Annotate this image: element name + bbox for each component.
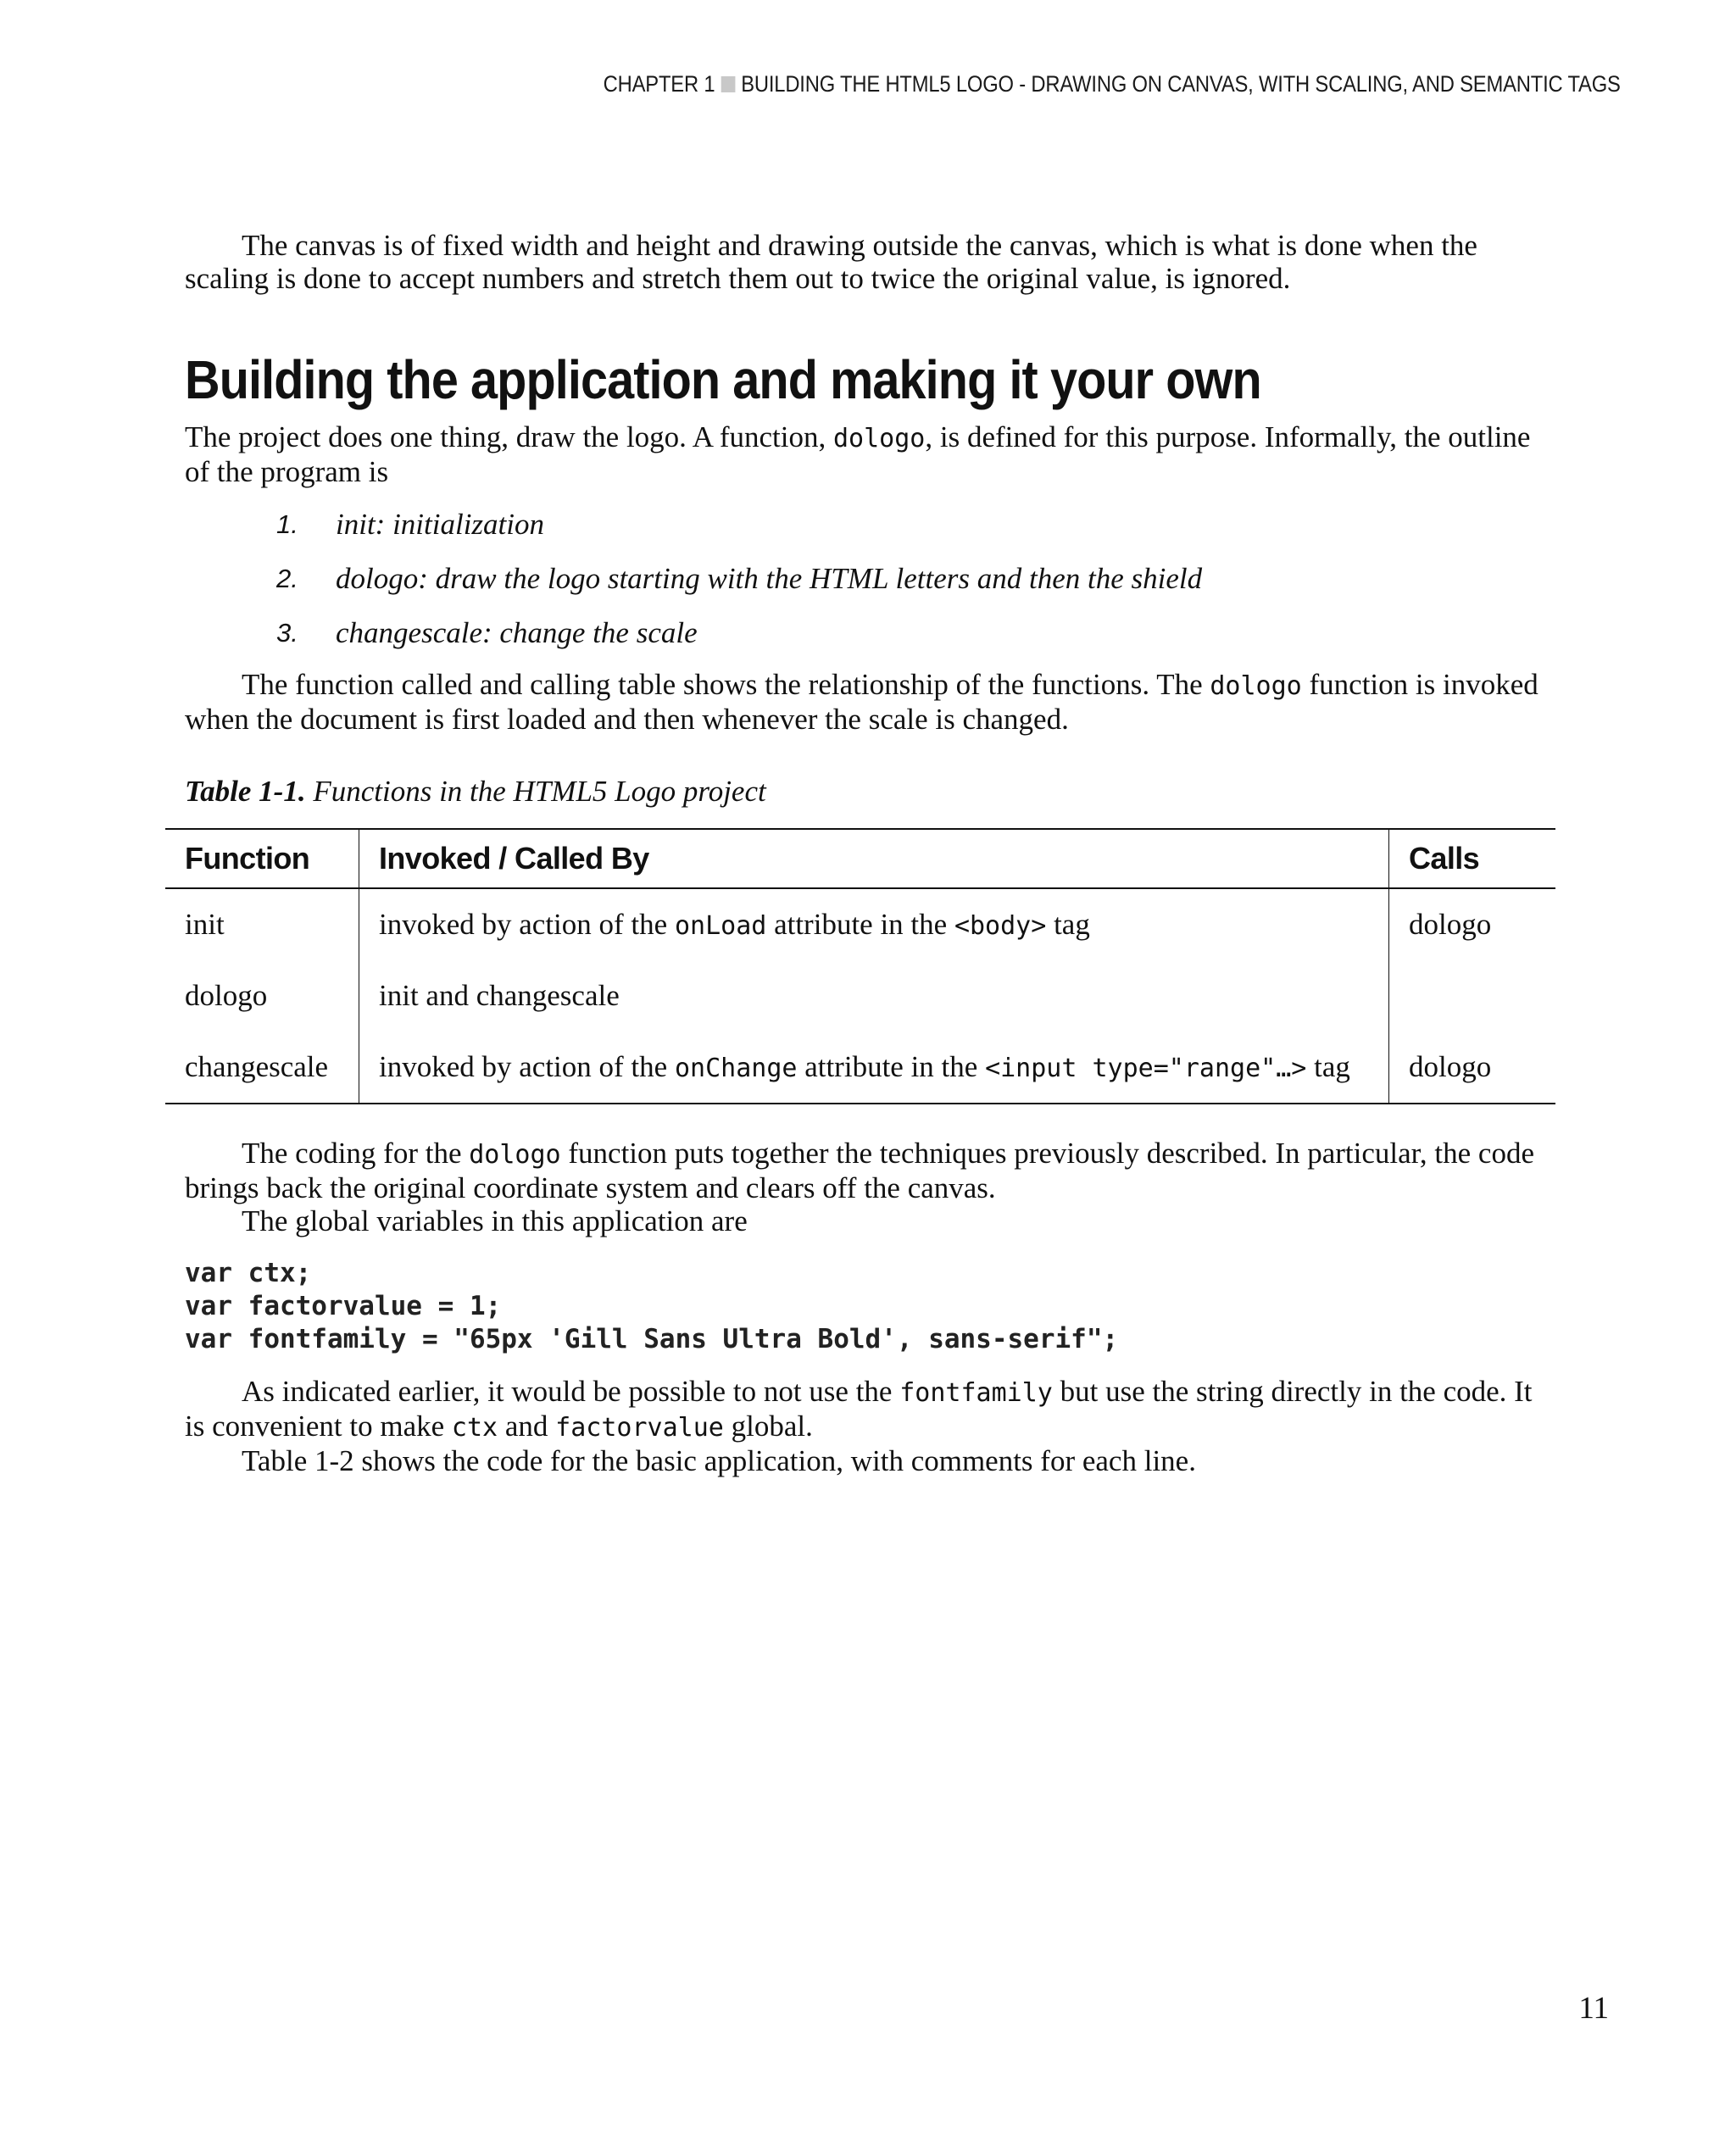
- inline-code: factorvalue: [555, 1413, 724, 1443]
- invoked-cell: [359, 960, 1389, 1032]
- list-number: 1.: [276, 509, 298, 539]
- code-block: [185, 1257, 1555, 1356]
- earlier-paragraph: [185, 1375, 1555, 1444]
- text-run: , is defined for this purpose. Informally, the outline of the program is: [185, 420, 1531, 488]
- table-caption-label: Table 1-1.: [185, 775, 306, 808]
- inline-code: dologo: [469, 1140, 561, 1170]
- list-item: [185, 508, 1555, 541]
- outline-list: [185, 508, 1555, 649]
- column-header-calls: Calls: [1389, 829, 1556, 888]
- code-line: var factorvalue = 1;: [185, 1291, 502, 1321]
- function-cell: dologo: [165, 960, 359, 1032]
- calls-cell: dologo: [1409, 1050, 1492, 1083]
- header-separator-square: [721, 76, 736, 92]
- code-line: var ctx;: [185, 1258, 312, 1288]
- section-heading: Building the application and making it your own: [185, 349, 1261, 410]
- page-number: 11: [1578, 1991, 1609, 2026]
- column-header-function: Function: [165, 829, 359, 888]
- list-number: 3.: [276, 618, 298, 648]
- page-content: [185, 229, 1555, 1477]
- table2-paragraph: Table 1-2 shows the code for the basic application, with comments for each line.: [242, 1444, 1196, 1477]
- code-line: var fontfamily = "65px 'Gill Sans Ultra Bold', sans-serif";: [185, 1324, 1119, 1354]
- text-run: The project does one thing, draw the logo. A function,: [185, 420, 833, 453]
- text-run: attribute in the: [797, 1050, 986, 1083]
- table-header-row: [165, 829, 1555, 888]
- globals-intro: The global variables in this application are: [242, 1204, 748, 1237]
- text-run: invoked by action of the: [379, 908, 675, 941]
- invoked-cell: [359, 1032, 1389, 1104]
- list-text: init: initialization: [336, 508, 544, 541]
- chapter-label: CHAPTER 1: [603, 71, 715, 97]
- calls-cell: dologo: [1409, 908, 1492, 941]
- inline-code: dologo: [832, 424, 926, 453]
- text-run: tag: [1306, 1050, 1350, 1083]
- inline-code: onChange: [674, 1054, 798, 1083]
- text-run: invoked by action of the: [379, 1050, 675, 1083]
- text-run: The coding for the: [242, 1137, 470, 1170]
- functions-table: [165, 828, 1555, 1104]
- text-run: init and changescale: [379, 979, 620, 1012]
- text-run: and: [498, 1410, 556, 1443]
- table-row: [165, 888, 1555, 960]
- text-run: attribute in the: [766, 908, 954, 941]
- inline-code: <input type="range"…>: [985, 1054, 1307, 1083]
- inline-code: <body>: [954, 911, 1047, 941]
- relationship-paragraph: [185, 668, 1555, 736]
- function-cell: changescale: [165, 1032, 359, 1104]
- text-run: function is invoked when the document is first loaded and then whenever the scale is changed.: [185, 668, 1538, 736]
- list-text: dologo: draw the logo starting with the HTML letters and then the shield: [336, 562, 1203, 595]
- table-row: [165, 1032, 1555, 1104]
- invoked-cell: [359, 888, 1389, 960]
- text-run: The function called and calling table shows the relationship of the functions. The: [242, 668, 1210, 701]
- text-run: tag: [1046, 908, 1090, 941]
- inline-code: ctx: [451, 1413, 498, 1443]
- list-item: [185, 616, 1555, 649]
- table-caption-text: Functions in the HTML5 Logo project: [305, 775, 766, 808]
- column-header-invoked: Invoked / Called By: [359, 829, 1389, 888]
- coding-paragraph: [185, 1137, 1555, 1204]
- text-run: As indicated earlier, it would be possible to not use the: [242, 1375, 900, 1408]
- list-text: changescale: change the scale: [336, 616, 698, 649]
- function-cell: init: [165, 888, 359, 960]
- text-run: but use the string directly in the code. It is convenient to make: [185, 1375, 1533, 1443]
- intro-paragraph: The canvas is of fixed width and height and drawing outside the canvas, which is what is done when the scaling is done to accept numbers and stretch them out to twice the original value, is ignored.: [185, 229, 1477, 295]
- chapter-title: BUILDING THE HTML5 LOGO - DRAWING ON CANVAS, WITH SCALING, AND SEMANTIC TAGS: [741, 71, 1621, 97]
- inline-code: fontfamily: [899, 1378, 1053, 1408]
- calls-cell: [1389, 960, 1556, 1032]
- list-item: [185, 562, 1555, 595]
- text-run: function puts together the techniques previously described. In particular, the code brings back the original coordinate system and clears off the canvas.: [185, 1137, 1534, 1204]
- running-header: [604, 71, 1621, 97]
- inline-code: onLoad: [674, 911, 767, 941]
- table-caption: [185, 775, 1555, 808]
- inline-code: dologo: [1210, 671, 1302, 701]
- project-paragraph: [185, 420, 1555, 488]
- list-number: 2.: [276, 564, 298, 593]
- text-run: global.: [723, 1410, 813, 1443]
- table-row: [165, 960, 1555, 1032]
